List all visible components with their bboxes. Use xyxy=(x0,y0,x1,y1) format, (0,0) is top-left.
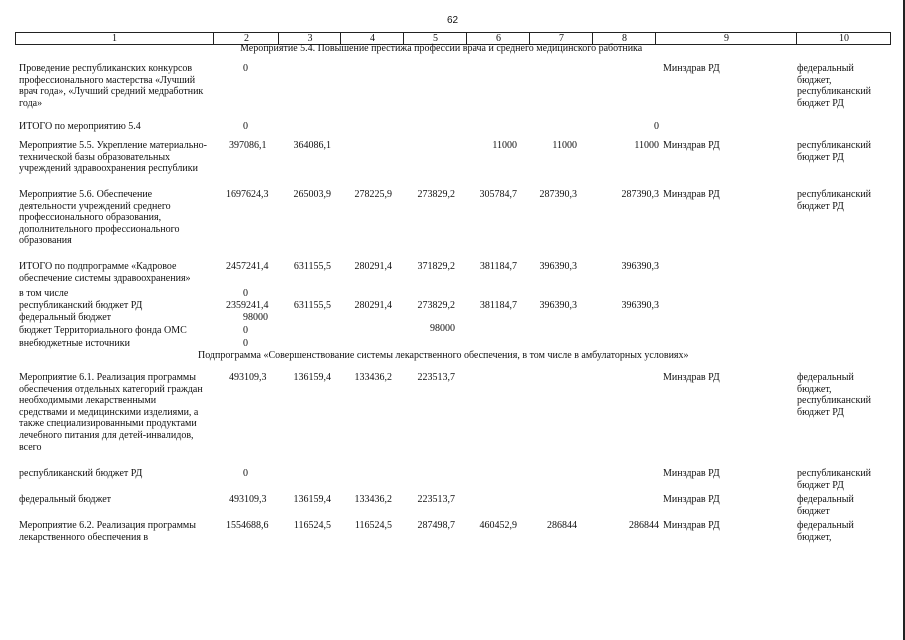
cell-c6: 381184,7 xyxy=(479,261,517,272)
cell-c2: 0 xyxy=(243,63,248,74)
row-name: ИТОГО по подпрограмме «Кадровое обеспечение системы здравоохранения» xyxy=(19,261,191,284)
cell-executor: Минздрав РД xyxy=(663,468,720,479)
cell-c5: 98000 xyxy=(430,323,455,334)
cell-executor: Минздрав РД xyxy=(663,189,720,200)
cell-c5: 287498,7 xyxy=(417,520,455,531)
row-name: Мероприятие 6.2. Реализация программы лекарственного обеспечения в xyxy=(19,520,196,543)
cell-executor: Минздрав РД xyxy=(663,140,720,151)
cell-funding-source: федеральный бюджет xyxy=(797,494,854,517)
row-name: бюджет Территориального фонда ОМС xyxy=(19,325,187,336)
cell-executor: Минздрав РД xyxy=(663,494,720,505)
row-name: Мероприятие 5.6. Обеспечение деятельности учреждений среднего профессионального образования, дополнительного профессионального образования xyxy=(19,189,180,247)
cell-c6: 305784,7 xyxy=(479,189,517,200)
cell-executor: Минздрав РД xyxy=(663,520,720,531)
row-name: в том числе xyxy=(19,288,69,299)
cell-c3: 265003,9 xyxy=(293,189,331,200)
header-col-10: 10 xyxy=(796,33,891,44)
cell-funding-source: федеральный бюджет, республиканский бюджет РД xyxy=(797,372,872,418)
cell-c3: 136159,4 xyxy=(293,494,331,505)
cell-c2: 0 xyxy=(243,288,248,299)
cell-c2: 98000 xyxy=(243,312,268,323)
cell-funding-source: республиканский бюджет РД xyxy=(797,189,872,212)
cell-c4: 133436,2 xyxy=(354,494,392,505)
section-title: Мероприятие 5.4. Повышение престижа профессии врача и среднего медицинского работника xyxy=(240,43,643,54)
cell-c3: 631155,5 xyxy=(293,261,331,272)
cell-c6: 11000 xyxy=(492,140,517,151)
cell-c2: 493109,3 xyxy=(229,494,267,505)
row-name: ИТОГО по мероприятию 5.4 xyxy=(19,121,141,132)
row-name: республиканский бюджет РД xyxy=(19,300,143,311)
cell-c4: 280291,4 xyxy=(354,300,392,311)
cell-executor: Минздрав РД xyxy=(663,63,720,74)
cell-c4: 280291,4 xyxy=(354,261,392,272)
cell-c7: 287390,3 xyxy=(539,189,577,200)
cell-c5: 273829,2 xyxy=(417,189,455,200)
row-name: республиканский бюджет РД xyxy=(19,468,143,479)
row-name: Проведение республиканских конкурсов профессионального мастерства «Лучший врач года», «Лучший средний медработник года» xyxy=(19,63,204,109)
cell-c5: 223513,7 xyxy=(417,494,455,505)
cell-c6: 460452,9 xyxy=(479,520,517,531)
cell-funding-source: республиканский бюджет РД xyxy=(797,468,872,491)
cell-c7: 286844 xyxy=(547,520,577,531)
cell-c8: 396390,3 xyxy=(621,261,659,272)
cell-c8: 287390,3 xyxy=(621,189,659,200)
cell-c2: 493109,3 xyxy=(229,372,267,383)
cell-c2: 2457241,4 xyxy=(226,261,269,272)
cell-c3: 116524,5 xyxy=(293,520,331,531)
cell-funding-source: федеральный бюджет, xyxy=(797,520,854,543)
cell-executor: Минздрав РД xyxy=(663,372,720,383)
cell-c5: 223513,7 xyxy=(417,372,455,383)
row-name: внебюджетные источники xyxy=(19,338,130,349)
cell-c8: 396390,3 xyxy=(621,300,659,311)
header-col-4: 4 xyxy=(340,33,404,44)
cell-c2: 1554688,6 xyxy=(226,520,269,531)
cell-c2: 1697624,3 xyxy=(226,189,269,200)
header-col-5: 5 xyxy=(403,33,467,44)
header-col-9: 9 xyxy=(655,33,797,44)
cell-c4: 133436,2 xyxy=(354,372,392,383)
cell-c6: 381184,7 xyxy=(479,300,517,311)
header-col-8: 8 xyxy=(592,33,656,44)
cell-c7: 396390,3 xyxy=(539,300,577,311)
header-col-3: 3 xyxy=(278,33,341,44)
cell-c3: 364086,1 xyxy=(293,140,331,151)
cell-c8: 0 xyxy=(654,121,659,132)
row-name: Мероприятие 5.5. Укрепление материально- технической базы образовательных учреждений здравоохранения республики xyxy=(19,140,207,175)
cell-c3: 136159,4 xyxy=(293,372,331,383)
cell-funding-source: республиканский бюджет РД xyxy=(797,140,872,163)
header-col-7: 7 xyxy=(529,33,593,44)
cell-c2: 0 xyxy=(243,121,248,132)
row-name: федеральный бюджет xyxy=(19,312,112,323)
cell-c7: 396390,3 xyxy=(539,261,577,272)
row-name: федеральный бюджет xyxy=(19,494,112,505)
header-col-2: 2 xyxy=(213,33,279,44)
cell-c4: 116524,5 xyxy=(354,520,392,531)
cell-c2: 2359241,4 xyxy=(226,300,269,311)
header-col-6: 6 xyxy=(466,33,530,44)
cell-c5: 273829,2 xyxy=(417,300,455,311)
cell-c3: 631155,5 xyxy=(293,300,331,311)
cell-c2: 397086,1 xyxy=(229,140,267,151)
header-col-1: 1 xyxy=(112,33,117,44)
row-name: Мероприятие 6.1. Реализация программы обеспечения отдельных категорий граждан необходимыми лекарственными средствами и медицинскими изделиями, а также специализированными продуктами лечебного питания для детей-инвалидов, всего xyxy=(19,372,203,453)
cell-c7: 11000 xyxy=(552,140,577,151)
cell-funding-source: федеральный бюджет, республиканский бюджет РД xyxy=(797,63,872,109)
cell-c5: 371829,2 xyxy=(417,261,455,272)
cell-c2: 0 xyxy=(243,468,248,479)
cell-c8: 286844 xyxy=(629,520,659,531)
cell-c4: 278225,9 xyxy=(354,189,392,200)
page-number: 62 xyxy=(446,15,459,26)
cell-c8: 11000 xyxy=(634,140,659,151)
cell-c2: 0 xyxy=(243,325,248,336)
cell-c2: 0 xyxy=(243,338,248,349)
subprogram-title: Подпрограмма «Совершенствование системы лекарственного обеспечения, в том числе в амбулаторных условиях» xyxy=(198,350,689,361)
